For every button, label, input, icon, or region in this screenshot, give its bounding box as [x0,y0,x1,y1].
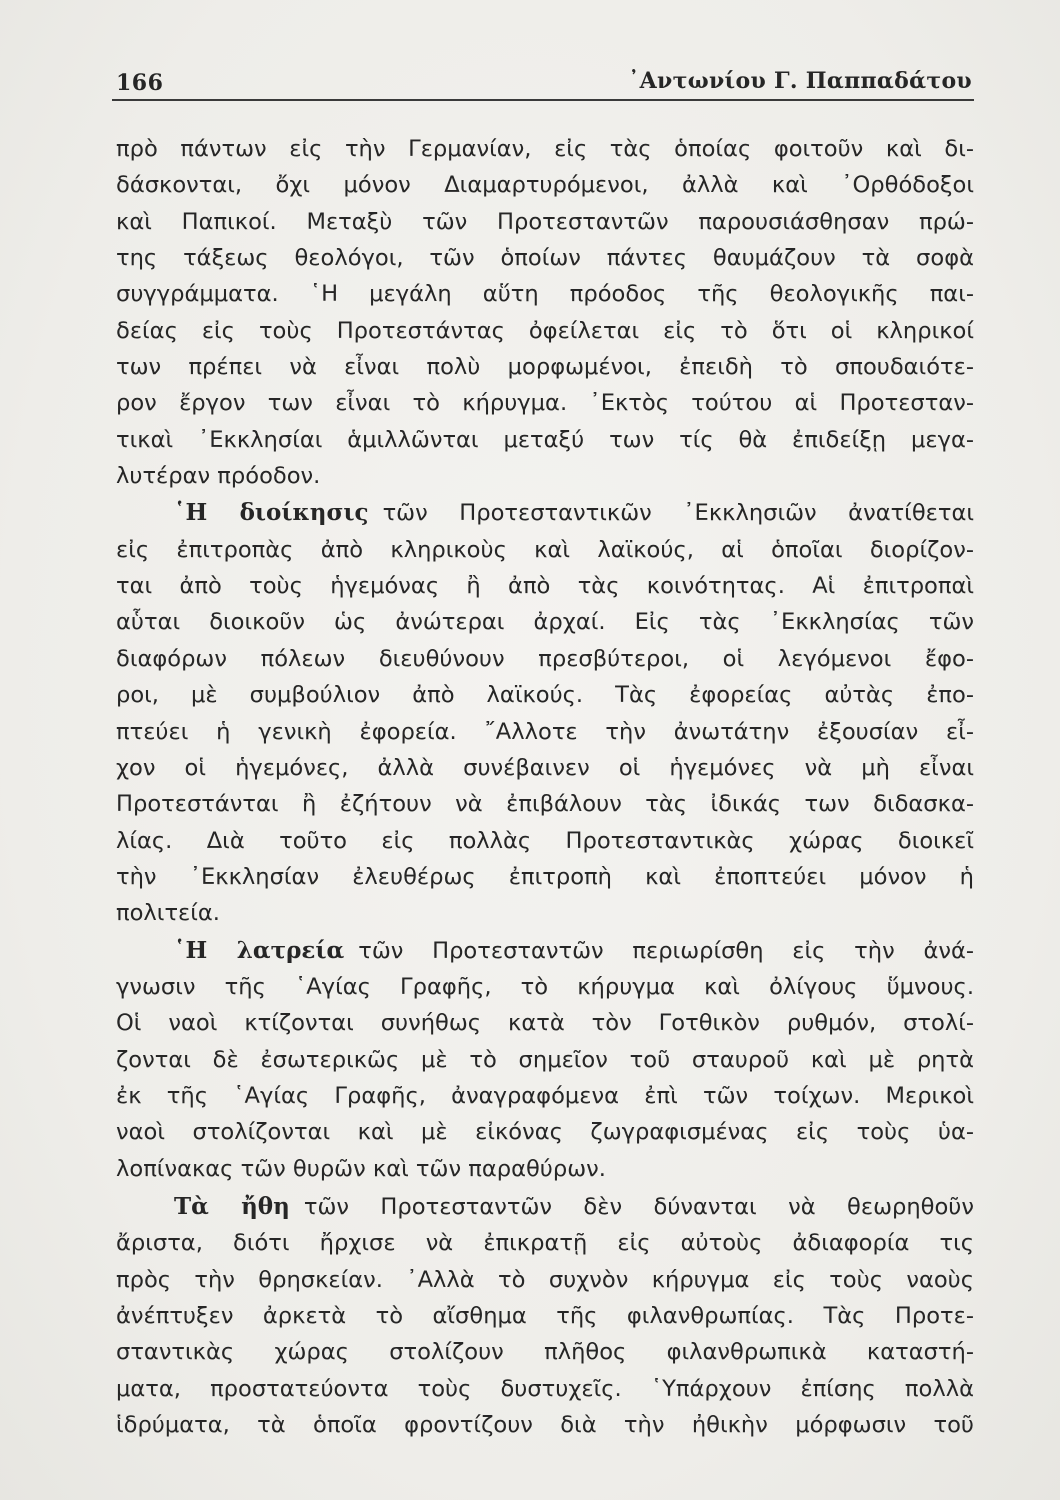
paragraph-lead-heading: ῾Η λατρεία [174,936,345,964]
text-line: πρὸς τὴν θρησκείαν. ᾿Αλλὰ τὸ συχνὸν κήρυγμα εἰς τοὺς ναοὺς [116,1266,974,1293]
text-line: ναοὶ στολίζονται καὶ μὲ εἰκόνας ζωγραφισμένας εἰς τοὺς ὑα- [116,1119,974,1146]
text-line: δάσκονται, ὄχι μόνον Διαμαρτυρόμενοι, ἀλλὰ καὶ ᾿Ορθόδοξοι [116,172,974,199]
text-line: λοπίνακας τῶν θυρῶν καὶ τῶν παραθύρων. [116,1155,606,1182]
page-number: 166 [116,70,164,96]
text-line: καὶ Παπικοί. Μεταξὺ τῶν Προτεσταντῶν παρουσιάσθησαν πρώ- [116,208,974,235]
text-line: Προτεστάνται ἢ ἐζήτουν νὰ ἐπιβάλουν τὰς ἰδικάς των διδασκα- [116,791,974,818]
running-head [112,66,972,98]
text-line: συγγράμματα. ῾Η μεγάλη αὕτη πρόοδος τῆς θεολογικῆς παι- [116,281,974,308]
text-line: χον οἱ ἡγεμόνες, ἀλλὰ συνέβαινεν οἱ ἡγεμόνες νὰ μὴ εἶναι [116,754,974,781]
paragraph-administration [116,495,974,931]
text-line: ματα, προστατεύοντα τοὺς δυστυχεῖς. ῾Υπάρχουν ἐπίσης πολλὰ [116,1375,974,1402]
text-line: πολιτεία. [116,900,220,927]
text-line: ροι, μὲ συμβούλιον ἀπὸ λαϊκούς. Τὰς ἐφορείας αὐτὰς ἐπο- [116,682,974,709]
text-line: των πρέπει νὰ εἶναι πολὺ μορφωμένοι, ἐπειδὴ τὸ σπουδαιότε- [116,354,974,381]
text-line: γνωσιν τῆς ῾Αγίας Γραφῆς, τὸ κήρυγμα καὶ ὀλίγους ὕμνους. [116,973,974,1000]
header-rule [112,99,974,101]
text-line: ζονται δὲ ἐσωτερικῶς μὲ τὸ σημεῖον τοῦ σταυροῦ καὶ μὲ ρητὰ [116,1046,974,1073]
paragraph-morals [116,1189,974,1443]
text-line-first [116,933,974,969]
text-line: εἰς ἐπιτροπὰς ἀπὸ κληρικοὺς καὶ λαϊκούς, αἱ ὁποῖαι διορίζον- [116,536,974,563]
text-line: αὗται διοικοῦν ὡς ἀνώτεραι ἀρχαί. Εἰς τὰς ᾿Εκκλησίας τῶν [116,609,974,636]
body-text [116,131,974,1443]
text-line: τικαὶ ᾿Εκκλησίαι ἁμιλλῶνται μεταξύ των τίς θὰ ἐπιδείξῃ μεγα- [116,426,974,453]
text-line-first [116,495,974,531]
text-line: Οἱ ναοὶ κτίζονται συνήθως κατὰ τὸν Γοτθικὸν ρυθμόν, στολί- [116,1010,974,1037]
paragraph-continuation [116,131,974,494]
text-line: ἐκ τῆς ῾Αγίας Γραφῆς, ἀναγραφόμενα ἐπὶ τῶν τοίχων. Μερικοὶ [116,1082,974,1109]
text-line-rest: τῶν Προτεσταντικῶν ᾿Εκκλησιῶν ἀνατίθεται [382,500,974,527]
text-line: τὴν ᾿Εκκλησίαν ἐλευθέρως ἐπιτροπὴ καὶ ἐποπτεύει μόνον ἡ [116,863,974,890]
text-line: λυτέραν πρόοδον. [116,463,321,490]
text-line: ἀνέπτυξεν ἀρκετὰ τὸ αἴσθημα τῆς φιλανθρωπίας. Τὰς Προτε- [116,1303,974,1329]
text-line: σταντικὰς χώρας στολίζουν πλῆθος φιλανθρωπικὰ καταστή- [116,1339,974,1366]
text-line: δείας εἰς τοὺς Προτεστάντας ὀφείλεται εἰς τὸ ὅτι οἱ κληρικοί [116,317,974,344]
running-title: ᾿Αντωνίου Γ. Παππαδάτου [628,68,972,94]
text-line: λίας. Διὰ τοῦτο εἰς πολλὰς Προτεσταντικὰς χώρας διοικεῖ [116,827,974,854]
paragraph-lead-heading: Τὰ ἤθη [174,1192,290,1220]
paragraph-lead-heading: ῾Η διοίκησις [174,499,369,527]
text-line-rest: τῶν Προτεσταντῶν δὲν δύνανται νὰ θεωρηθοῦν [303,1193,974,1220]
text-line: ἄριστα, διότι ἤρχισε νὰ ἐπικρατῇ εἰς αὐτοὺς ἀδιαφορία τις [116,1230,974,1257]
paragraph-worship [116,933,974,1187]
text-line: της τάξεως θεολόγοι, τῶν ὁποίων πάντες θαυμάζουν τὰ σοφὰ [116,245,974,272]
text-line: ἱδρύματα, τὰ ὁποῖα φροντίζουν διὰ τὴν ἠθικὴν μόρφωσιν τοῦ [116,1412,974,1439]
text-line: ται ἀπὸ τοὺς ἡγεμόνας ἢ ἀπὸ τὰς κοινότητας. Αἱ ἐπιτροπαὶ [116,573,974,600]
text-line-first [116,1189,974,1225]
text-line: ρον ἔργον των εἶναι τὸ κήρυγμα. ᾿Εκτὸς τούτου αἱ Προτεσταν- [116,390,974,417]
text-line: πρὸ πάντων εἰς τὴν Γερμανίαν, εἰς τὰς ὁποίας φοιτοῦν καὶ δι- [116,136,974,162]
text-line: διαφόρων πόλεων διευθύνουν πρεσβύτεροι, οἱ λεγόμενοι ἔφο- [116,645,974,672]
text-line: πτεύει ἡ γενικὴ ἐφορεία. ῎Αλλοτε τὴν ἀνωτάτην ἐξουσίαν εἶ- [116,718,974,745]
text-line-rest: τῶν Προτεσταντῶν περιωρίσθη εἰς τὴν ἀνά- [358,937,974,964]
